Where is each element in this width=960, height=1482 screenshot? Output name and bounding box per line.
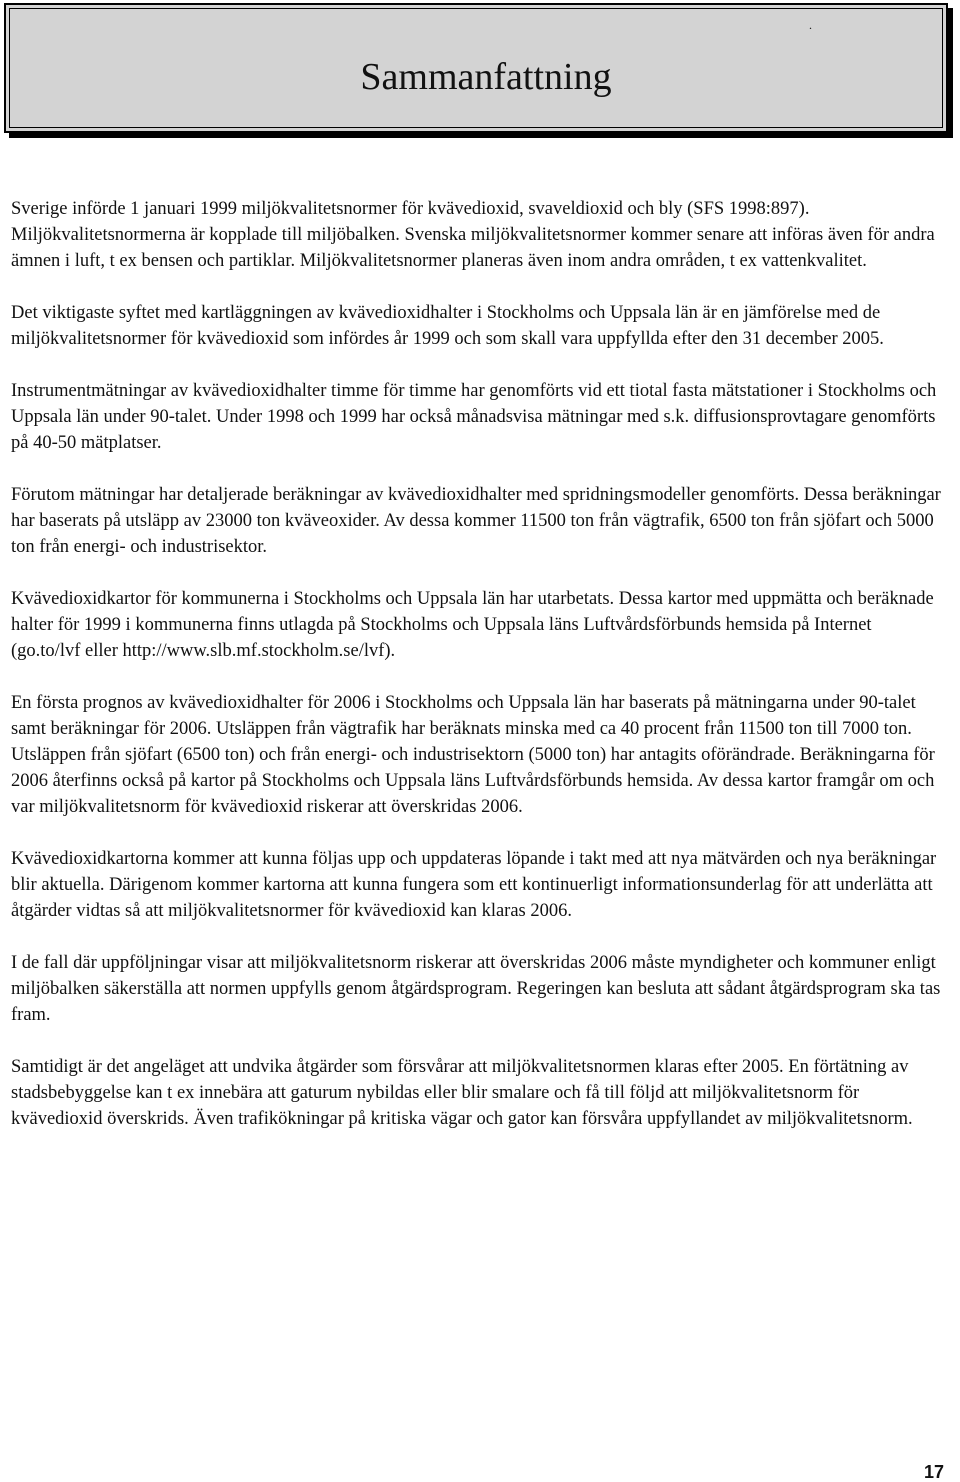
paragraph-2: Det viktigaste syftet med kartläggningen av kvävedioxidhalter i Stockholms och Uppsala län är en jämförelse med de miljökvalitetsnormer för kvävedioxid som infördes år 1999 och som skall vara uppfyllda efter den 31 december 2005.	[11, 303, 884, 349]
paragraph-5: Kvävedioxidkartor för kommunerna i Stockholms och Uppsala län har utarbetats. Dessa kartor med uppmätta och beräknade halter för 1999 i kommunerna finns utlagda på Stockholms och Uppsala läns Luftvårdsförbunds hemsida på Internet (go.to/lvf eller http://www.slb.mf.stockholm.se/lvf).	[11, 589, 934, 661]
title-box	[4, 3, 948, 133]
corner-mark: .	[809, 18, 812, 32]
paragraph-8: I de fall där uppföljningar visar att miljökvalitetsnorm riskerar att överskridas 2006 måste myndigheter och kommuner enligt miljöbalken säkerställa att normen uppfylls genom åtgärdsprogram. Regeringen kan besluta att sådant åtgärdsprogram ska tas fram.	[11, 953, 941, 1025]
paragraph-4: Förutom mätningar har detaljerade beräkningar av kvävedioxidhalter med spridningsmodeller genomförts. Dessa beräkningar har baserats på utsläpp av 23000 ton kväveoxider. Av dessa kommer 11500 ton från vägtrafik, 6500 ton från sjöfart och 5000 ton från energi- och industrisektor.	[11, 485, 941, 557]
page-number: 17	[923, 1462, 944, 1482]
paragraph-3: Instrumentmätningar av kvävedioxidhalter timme för timme har genomförts vid ett tiotal fasta mätstationer i Stockholms och Uppsala län under 90-talet. Under 1998 och 1999 har också månadsvisa mätningar med s.k. diffusionsprovtagare genomförts på 40-50 mätplatser.	[11, 381, 937, 453]
summary-body	[11, 196, 943, 1132]
page-title: Sammanfattning	[360, 56, 612, 98]
paragraph-7: Kvävedioxidkartorna kommer att kunna följas upp och uppdateras löpande i takt med att nya mätvärden och nya beräkningar blir aktuella. Därigenom kommer kartorna att kunna fungera som ett kontinuerligt informationsunderlag för att underlätta att åtgärder vidtas så att miljökvalitetsnormer för kvävedioxid kan klaras 2006.	[11, 849, 937, 921]
paragraph-9: Samtidigt är det angeläget att undvika åtgärder som försvårar att miljökvalitetsnormen klaras efter 2005. En förtätning av stadsbebyggelse kan t ex innebära att gaturum nybildas eller blir smalare och få till följd att miljökvalitetsnorm för kvävedioxid överskrids. Även trafikökningar på kritiska vägar och gator kan försvåra uppfyllandet av miljökvalitetsnorm.	[11, 1057, 913, 1129]
paragraph-1: Sverige införde 1 januari 1999 miljökvalitetsnormer för kvävedioxid, svaveldioxid och bly (SFS 1998:897). Miljökvalitetsnormerna är kopplade till miljöbalken. Svenska miljökvalitetsnormer kommer senare att införas även för andra ämnen i luft, t ex bensen och partiklar. Miljökvalitetsnormer planeras även inom andra områden, t ex vattenkvalitet.	[11, 199, 935, 271]
paragraph-6: En första prognos av kvävedioxidhalter för 2006 i Stockholms och Uppsala län har baserats på mätningarna under 90-talet samt beräkningar för 2006. Utsläppen från vägtrafik har beräknats minska med ca 40 procent från 11500 ton till 7000 ton. Utsläppen från sjöfart (6500 ton) och från energi- och industrisektorn (5000 ton) har antagits oförändrade. Beräkningarna för 2006 återfinns också på kartor på Stockholms och Uppsala läns Luftvårdsförbunds hemsida. Av dessa kartor framgår om och var miljökvalitetsnorm för kvävedioxid riskerar att överskridas 2006.	[11, 693, 935, 817]
